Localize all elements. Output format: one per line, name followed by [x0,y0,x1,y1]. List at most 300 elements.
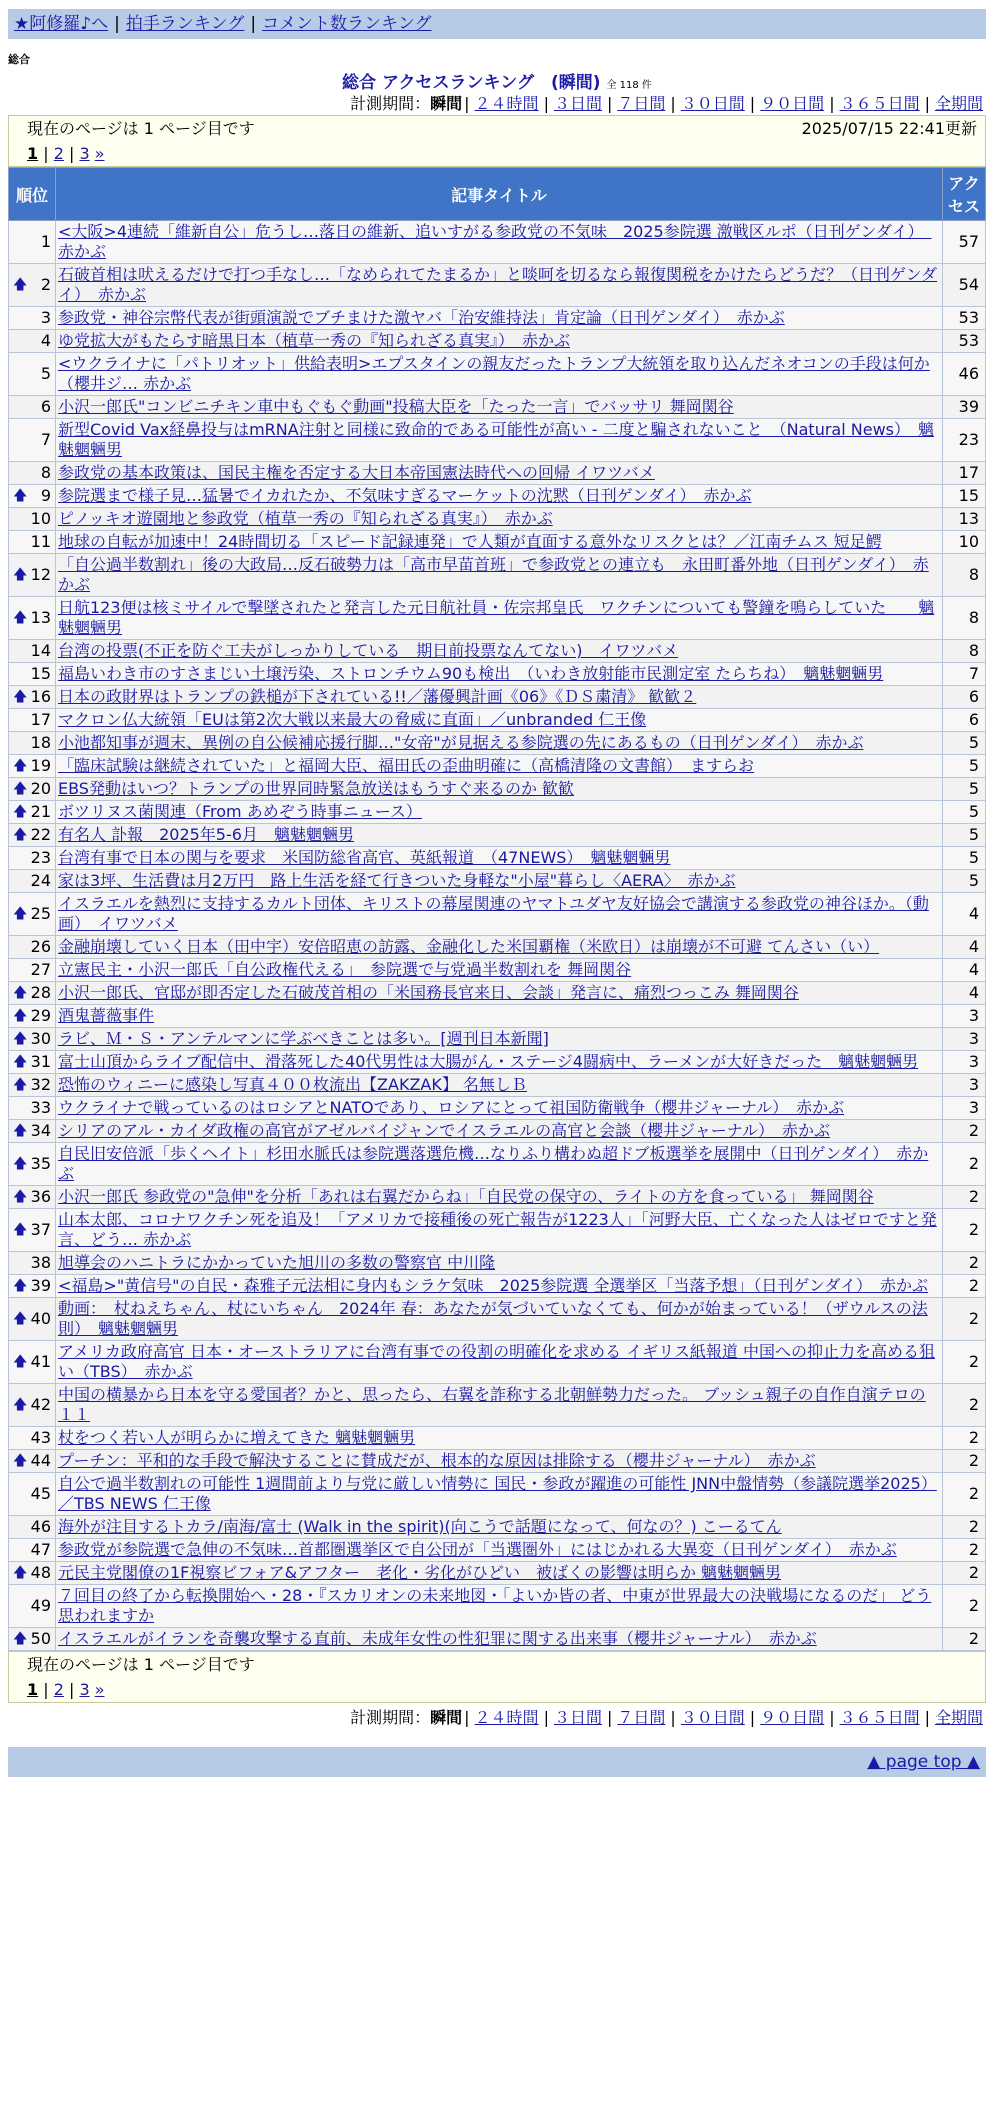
table-row [9,982,986,1005]
article-link[interactable]: 家は3坪、生活費は月2万円 路上生活を経て行きついた身軽な"小屋"暮らし〈AERA〉 赤かぶ [58,871,736,890]
access-count: 4 [943,959,986,982]
article-link[interactable]: 参政党が参院選で急伸の不気味…首都圏選挙区で自公団が「当選圏外」にはじかれる大異変（日刊ゲンダイ） 赤かぶ [58,1540,897,1559]
title-cell [56,1209,943,1252]
rank-number: 20 [30,779,51,798]
rank-cell [9,870,56,893]
rank-cell [9,1275,56,1298]
title-cell [56,847,943,870]
home-link[interactable]: ★阿修羅♪へ [14,14,109,34]
title-cell [56,1298,943,1341]
rank-up-arrow-icon: 🡅 [13,488,28,504]
period-90d[interactable]: ９０日間 [760,94,825,113]
rank-number: 25 [30,904,51,923]
rank-number: 44 [30,1451,51,1470]
rank-up-arrow-icon: 🡅 [13,1077,28,1093]
article-link[interactable]: 山本太郎、コロナワクチン死を追及！「アメリカで接種後の死亡報告が1223人」「河野大臣、亡くなった人はゼロですと発言、どう… 赤かぶ [58,1210,937,1249]
page-link-3[interactable]: 3 [79,1680,90,1699]
article-link[interactable]: 海外が注目するトカラ/南海/富士 (Walk in the spirit)(向こうで話題になって、何なの？) こーるてん [58,1517,782,1536]
article-link[interactable]: 立憲民主・小沢一郎氏「自公政権代える」 参院選で与党過半数割れを 舞岡関谷 [58,960,632,979]
article-link[interactable]: 富士山頂からライブ配信中、滑落死した40代男性は大腸がん・ステージ4闘病中、ラーメンが大好きだった 魑魅魍魎男 [58,1052,919,1071]
rank-up-arrow-icon: 🡅 [13,985,28,1001]
table-row [9,936,986,959]
article-link[interactable]: <大阪>4連続「維新自公」危うし…落日の維新、追いすがる参政党の不気味 2025参院選 激戦区ルポ（日刊ゲンダイ） 赤かぶ [58,222,932,261]
rank-up-arrow-icon: 🡅 [13,1311,28,1327]
rank-number: 22 [30,825,51,844]
rank-number: 50 [30,1629,51,1648]
rank-number: 3 [40,308,51,327]
rank-number: 39 [30,1276,51,1295]
period-24h[interactable]: ２４時間 [474,1708,539,1727]
title-cell [56,1450,943,1473]
period-30d[interactable]: ３０日間 [680,94,745,113]
rank-cell [9,1143,56,1186]
table-row [9,264,986,307]
period-selector-bottom: 計測期間：瞬間 | ２４時間 | ３日間 | ７日間 | ３０日間 | ９０日間 | ３６５日間 | 全期間 [350,1708,983,1727]
page-link-3[interactable]: 3 [79,144,90,163]
rank-cell [9,353,56,396]
rank-cell [9,264,56,307]
article-link[interactable]: シリアのアル・カイダ政権の高官がアゼルバイジャンでイスラエルの高官と会談（櫻井ジャーナル） 赤かぶ [58,1121,831,1140]
article-link[interactable]: ７回目の終了から転換開始へ・28・『スカリオンの未来地図・「よいか皆の者、中東が世界最大の決戦場になるのだ」 どう思われますか [58,1586,932,1625]
rank-number: 2 [40,275,51,294]
rank-number: 46 [30,1517,51,1536]
rank-number: 43 [30,1428,51,1447]
article-link[interactable]: 恐怖のウィニーに感染し写真４００枚流出【ZAKZAK】 名無しＢ [58,1075,527,1094]
article-link[interactable]: 台湾の投票(不正を防ぐ工夫がしっかりしている 期日前投票なんてない) イワツバメ [58,641,679,660]
pagination-bottom: 1 | 2 | 3 » [27,1680,105,1699]
rank-up-arrow-icon: 🡅 [13,1222,28,1238]
article-link[interactable]: ピノッキオ遊園地と参政党（植草一秀の『知られざる真実』） 赤かぶ [58,509,553,528]
rank-number: 12 [30,565,51,584]
article-link[interactable]: 福島いわき市のすさまじい土壌汚染、ストロンチウム90も検出 （いわき放射能市民測定室 たらちね） 魑魅魍魎男 [58,664,884,683]
period-30d[interactable]: ３０日間 [680,1708,745,1727]
rank-cell [9,663,56,686]
rank-cell [9,686,56,709]
title-cell [56,1097,943,1120]
rank-up-arrow-icon: 🡅 [13,1054,28,1070]
access-count: 2 [943,1209,986,1252]
title-cell [56,462,943,485]
article-link[interactable]: イスラエルを熱烈に支持するカルト団体、キリストの幕屋関連のヤマトユダヤ友好協会で講演する参政党の神谷ほか。（動画） イワツバメ [58,894,929,933]
table-row [9,1341,986,1384]
period-all[interactable]: 全期間 [934,94,983,113]
table-row [9,959,986,982]
rank-number: 29 [30,1006,51,1025]
rank-cell [9,1585,56,1628]
period-365d[interactable]: ３６５日間 [839,1708,920,1727]
title-cell [56,221,943,264]
access-count: 2 [943,1473,986,1516]
title-cell [56,755,943,778]
table-row [9,1473,986,1516]
rank-up-arrow-icon: 🡅 [13,1631,28,1647]
rank-cell [9,1427,56,1450]
table-row [9,1562,986,1585]
top-nav-bar [8,9,986,39]
article-link[interactable]: 小沢一郎氏"コンビニチキン車中もぐもぐ動画"投稿大臣を「たった一言」でバッサリ 舞岡関谷 [58,397,734,416]
table-row [9,396,986,419]
rank-up-arrow-icon: 🡅 [13,1565,28,1581]
table-row [9,893,986,936]
rank-up-arrow-icon: 🡅 [13,1008,28,1024]
access-count: 5 [943,755,986,778]
rank-cell [9,1074,56,1097]
rank-number: 23 [30,848,51,867]
access-count: 2 [943,1562,986,1585]
rank-number: 30 [30,1029,51,1048]
title-cell [56,1275,943,1298]
rank-cell [9,531,56,554]
page-info-bottom [8,1651,986,1703]
rank-cell [9,1450,56,1473]
title-cell [56,264,943,307]
rank-number: 15 [30,664,51,683]
article-link[interactable]: EBS発動はいつ？トランプの世界同時緊急放送はもうすぐ来るのか 歓歓 [58,779,575,798]
article-link[interactable]: ラビ、Ｍ・Ｓ・アンテルマンに学ぶべきことは多い。[週刊日本新聞] [58,1029,549,1048]
rank-cell [9,982,56,1005]
rank-number: 1 [40,232,51,251]
article-link[interactable]: 日本の政財界はトランプの鉄槌が下されている!!／藩優興計画《06》《ＤＳ粛清》 歓歓２ [58,687,697,706]
page-title-text: 総合 アクセスランキング (瞬間) [342,73,601,93]
title-cell [56,1384,943,1427]
rank-up-arrow-icon: 🡅 [13,1453,28,1469]
article-link[interactable]: 地球の自転が加速中！24時間切る「スピード記録連発」で人類が直面する意外なリスクとは？／江南チムス 短足鰐 [58,532,882,551]
page-link-2[interactable]: 2 [53,144,64,163]
article-link[interactable]: 小池都知事が週末、異例の自公候補応援行脚…"女帝"が見据える参院選の先にあるもの（日刊ゲンダイ） 赤かぶ [58,733,864,752]
rank-number: 6 [40,397,51,416]
title-cell [56,1143,943,1186]
access-count: 7 [943,663,986,686]
rank-up-arrow-icon: 🡅 [13,277,28,293]
period-7d[interactable]: ７日間 [617,1708,666,1727]
header-rank: 順位 [9,168,56,221]
article-link[interactable]: 中国の横暴から日本を守る愛国者？かと、思ったら、右翼を詐称する北朝鮮勢力だった。 ブッシュ親子の自作自演テロの１１ [58,1385,926,1424]
access-count: 5 [943,870,986,893]
article-link[interactable]: 杖をつく若い人が明らかに増えてきた 魑魅魍魎男 [58,1428,416,1447]
period-selector-top: 計測期間：瞬間 | ２４時間 | ３日間 | ７日間 | ３０日間 | ９０日間 | ３６５日間 | 全期間 [350,94,983,113]
rank-number: 41 [30,1352,51,1371]
title-cell [56,508,943,531]
title-cell [56,663,943,686]
rank-cell [9,508,56,531]
access-count: 23 [943,419,986,462]
rank-number: 33 [30,1098,51,1117]
period-24h[interactable]: ２４時間 [474,94,539,113]
rank-up-arrow-icon: 🡅 [13,689,28,705]
table-row [9,801,986,824]
title-cell [56,419,943,462]
table-row [9,1427,986,1450]
rank-number: 18 [30,733,51,752]
access-count: 2 [943,1585,986,1628]
header-access: アクセス [943,168,986,221]
table-row [9,1516,986,1539]
access-count: 8 [943,640,986,663]
rank-cell [9,1097,56,1120]
article-link[interactable]: ボツリヌス菌関連（From あめぞう時事ニュース） [58,802,422,821]
rank-number: 28 [30,983,51,1002]
rank-number: 48 [30,1563,51,1582]
table-row [9,870,986,893]
access-count: 3 [943,1028,986,1051]
rank-cell [9,709,56,732]
rank-cell [9,755,56,778]
page-current: 1 [27,144,39,163]
article-link[interactable]: 台湾有事で日本の関与を要求 米国防総省高官、英紙報道 （47NEWS） 魑魅魍魎男 [58,848,671,867]
access-count: 6 [943,709,986,732]
article-link[interactable]: アメリカ政府高官 日本・オーストラリアに台湾有事での役割の明確化を求める イギリス紙報道 中国への抑止力を高める狙い（TBS） 赤かぶ [58,1342,936,1381]
article-link[interactable]: イスラエルがイランを奇襲攻撃する直前、未成年女性の性犯罪に関する出来事（櫻井ジャーナル） 赤かぶ [58,1629,817,1648]
table-row [9,778,986,801]
table-row [9,1275,986,1298]
access-count: 54 [943,264,986,307]
article-link[interactable]: 参院選まで様子見…猛暑でイカれたか、不気味すぎるマーケットの沈黙（日刊ゲンダイ） 赤かぶ [58,486,752,505]
title-cell [56,709,943,732]
table-row [9,221,986,264]
access-count: 13 [943,508,986,531]
access-count: 3 [943,1005,986,1028]
rank-number: 8 [40,463,51,482]
table-row [9,1298,986,1341]
table-row [9,531,986,554]
rank-number: 14 [30,641,51,660]
rank-cell [9,330,56,353]
article-link[interactable]: 自公で過半数割れの可能性 1週間前より与党に厳しい情勢に 国民・参政が躍進の可能性 JNN中盤情勢（参議院選挙2025）／TBS NEWS 仁王像 [58,1474,937,1513]
rank-number: 16 [30,687,51,706]
period-label: 計測期間： [350,94,431,113]
access-count: 39 [943,396,986,419]
access-count: 2 [943,1143,986,1186]
table-row [9,353,986,396]
rank-cell [9,554,56,597]
title-cell [56,1341,943,1384]
rank-up-arrow-icon: 🡅 [13,567,28,583]
rank-number: 45 [30,1484,51,1503]
access-count: 5 [943,824,986,847]
rank-cell [9,1298,56,1341]
rank-up-arrow-icon: 🡅 [13,781,28,797]
article-link[interactable]: プーチン：平和的な手段で解決することに賛成だが、根本的な原因は排除する（櫻井ジャーナル） 赤かぶ [58,1451,816,1470]
page-link-2[interactable]: 2 [53,1680,64,1699]
access-count: 2 [943,1341,986,1384]
article-link[interactable]: 有名人 訃報 2025年5-6月 魑魅魍魎男 [58,825,354,844]
article-link[interactable]: ウクライナで戦っているのはロシアとNATOであり、ロシアにとって祖国防衛戦争（櫻井ジャーナル） 赤かぶ [58,1098,845,1117]
rank-cell [9,307,56,330]
title-cell [56,1585,943,1628]
table-row [9,1628,986,1651]
article-link[interactable]: 小沢一郎氏、官邸が即否定した石破茂首相の「米国務長官来日、会談」発言に、痛烈つっこみ 舞岡関谷 [58,983,799,1002]
period-current: 瞬間 [430,1708,463,1727]
rank-up-arrow-icon: 🡅 [13,758,28,774]
rank-number: 42 [30,1395,51,1414]
access-count: 4 [943,982,986,1005]
title-cell [56,353,943,396]
access-count: 8 [943,597,986,640]
period-7d[interactable]: ７日間 [617,94,666,113]
table-row [9,1097,986,1120]
access-count: 2 [943,1275,986,1298]
rank-cell [9,778,56,801]
rank-number: 11 [30,532,51,551]
table-row [9,307,986,330]
rank-up-arrow-icon: 🡅 [13,1354,28,1370]
title-cell [56,1051,943,1074]
rank-cell [9,1562,56,1585]
rank-cell [9,1252,56,1275]
access-count: 2 [943,1384,986,1427]
table-row [9,597,986,640]
table-row [9,508,986,531]
access-count: 2 [943,1252,986,1275]
article-link[interactable]: 「自公過半数割れ」後の大政局…反石破勢力は「高市早苗首班」で参政党との連立も 永田町番外地（日刊ゲンダイ） 赤かぶ [58,555,929,594]
rank-cell [9,462,56,485]
article-link[interactable]: 参政党の基本政策は、国民主権を否定する大日本帝国憲法時代への回帰 イワツバメ [58,463,655,482]
rank-cell [9,396,56,419]
table-row [9,709,986,732]
table-row [9,330,986,353]
table-row [9,663,986,686]
updated-timestamp: 2025/07/15 22:41更新 [801,119,977,138]
rank-up-arrow-icon: 🡅 [13,1031,28,1047]
rank-number: 5 [40,364,51,383]
table-row [9,1074,986,1097]
title-cell [56,1473,943,1516]
page-top-link[interactable]: ▲ page top ▲ [867,1752,980,1772]
article-link[interactable]: 自民旧安倍派「歩くヘイト」杉田水脈氏は参院選落選危機…なりふり構わぬ超ドブ板選挙を展開中（日刊ゲンダイ） 赤かぶ [58,1144,929,1183]
article-link[interactable]: 元民主党閣僚の1F視察ビフォア&アフター 老化・劣化がひどい 被ばくの影響は明らか 魑魅魍魎男 [58,1563,782,1582]
title-cell [56,824,943,847]
article-link[interactable]: マクロン仏大統領「EUは第2次大戦以来最大の脅威に直面」／unbranded 仁王像 [58,710,647,729]
rank-number: 26 [30,937,51,956]
period-90d[interactable]: ９０日間 [760,1708,825,1727]
article-link[interactable]: ゆ党拡大がもたらす暗黒日本（植草一秀の『知られざる真実』） 赤かぶ [58,331,571,350]
article-link[interactable]: 日航123便は核ミサイルで撃墜されたと発言した元日航社員・佐宗邦皇氏 ワクチンについても警鐘を鳴らしていた 魑魅魍魎男 [58,598,935,637]
rank-cell [9,1028,56,1051]
rank-cell [9,1341,56,1384]
rank-number: 4 [40,331,51,350]
article-link[interactable]: <福島>"黄信号"の自民・森雅子元法相に身内もシラケ気味 2025参院選 全選挙区「当落予想」（日刊ゲンダイ） 赤かぶ [58,1276,929,1295]
period-all[interactable]: 全期間 [934,1708,983,1727]
rank-number: 36 [30,1187,51,1206]
rank-number: 38 [30,1253,51,1272]
rank-cell [9,419,56,462]
title-cell [56,330,943,353]
rank-up-arrow-icon: 🡅 [13,906,28,922]
rank-cell [9,485,56,508]
access-count: 2 [943,1539,986,1562]
page-title [8,73,986,93]
access-count: 2 [943,1186,986,1209]
article-link[interactable]: 新型Covid Vax経鼻投与はmRNA注射と同様に致命的である可能性が高い - 二度と騙されないこと （Natural News） 魑魅魍魎男 [58,420,934,459]
clap-ranking-link[interactable]: 拍手ランキング [125,14,245,34]
article-link[interactable]: <ウクライナに「パトリオット」供給表明>エプスタインの親友だったトランプ大統領を取り込んだネオコンの手段は何か（櫻井ジ… 赤かぶ [58,354,930,393]
access-count: 10 [943,531,986,554]
current-page-text: 現在のページは 1 ページ目です [27,119,255,138]
comment-ranking-link[interactable]: コメント数ランキング [262,14,432,34]
rank-up-arrow-icon: 🡅 [13,1156,28,1172]
title-cell [56,870,943,893]
table-row [9,1051,986,1074]
period-current: 瞬間 [430,94,463,113]
article-link[interactable]: 小沢一郎氏 参政党の"急伸"を分析「あれは右翼だからね」「自民党の保守の、ライトの方を食っている」 舞岡関谷 [58,1187,874,1206]
page-info-top [8,115,986,167]
rank-number: 27 [30,960,51,979]
table-row [9,462,986,485]
rank-up-arrow-icon: 🡅 [13,610,28,626]
article-link[interactable]: 酒鬼薔薇事件 [58,1006,155,1025]
rank-cell [9,824,56,847]
period-3d[interactable]: ３日間 [553,94,602,113]
page-next[interactable]: » [94,1680,105,1699]
rank-number: 47 [30,1540,51,1559]
period-365d[interactable]: ３６５日間 [839,94,920,113]
table-row [9,755,986,778]
rank-cell [9,893,56,936]
table-row [9,1209,986,1252]
rank-number: 21 [30,802,51,821]
table-row [9,1450,986,1473]
access-count: 8 [943,554,986,597]
title-cell [56,801,943,824]
rank-cell [9,936,56,959]
access-count: 2 [943,1516,986,1539]
table-row [9,824,986,847]
rank-up-arrow-icon: 🡅 [13,804,28,820]
access-count: 17 [943,462,986,485]
title-cell [56,1074,943,1097]
title-cell [56,982,943,1005]
title-cell [56,1516,943,1539]
rank-cell [9,1005,56,1028]
rank-number: 9 [40,486,51,505]
access-count: 2 [943,1298,986,1341]
period-3d[interactable]: ３日間 [553,1708,602,1727]
rank-cell [9,1628,56,1651]
title-cell [56,936,943,959]
table-row [9,640,986,663]
article-link[interactable]: 「臨床試験は継続されていた」と福岡大臣、福田氏の歪曲明確に（高橋清隆の文書館） ますらお [58,756,755,775]
title-cell [56,531,943,554]
rank-number: 10 [30,509,51,528]
article-link[interactable]: 石破首相は吠えるだけで打つ手なし…「なめられてたまるか」と啖呵を切るなら報復関税をかけたらどうだ？（日刊ゲンダイ） 赤かぶ [58,265,938,304]
title-cell [56,686,943,709]
rank-up-arrow-icon: 🡅 [13,1397,28,1413]
rank-cell [9,640,56,663]
title-cell [56,1628,943,1651]
page-next[interactable]: » [94,144,105,163]
title-cell [56,554,943,597]
title-cell [56,1539,943,1562]
title-cell [56,640,943,663]
access-count: 6 [943,686,986,709]
access-count: 2 [943,1628,986,1651]
page-current: 1 [27,1680,39,1699]
article-link[interactable]: 参政党・神谷宗幣代表が街頭演説でブチまけた激ヤバ「治安維持法」肯定論（日刊ゲンダイ） 赤かぶ [58,308,785,327]
bottom-bar [8,1747,986,1777]
article-link[interactable]: 金融崩壊していく日本（田中宇）安倍昭恵の訪露、金融化した米国覇権（米欧日）は崩壊が不可避 てんさい（い） [58,937,880,956]
rank-number: 13 [30,608,51,627]
access-count: 15 [943,485,986,508]
table-row [9,1252,986,1275]
rank-up-arrow-icon: 🡅 [13,827,28,843]
title-cell [56,778,943,801]
rank-cell [9,1209,56,1252]
title-cell [56,597,943,640]
title-cell [56,1427,943,1450]
article-link[interactable]: 旭導会のハニトラにかかっていた旭川の多数の警察官 中川隆 [58,1253,496,1272]
access-count: 4 [943,936,986,959]
article-link[interactable]: 動画： 杖ねえちゃん、杖にいちゃん 2024年 春：あなたが気づいていなくても、何かが始まっている！（ザウルスの法則） 魑魅魍魎男 [58,1299,928,1338]
